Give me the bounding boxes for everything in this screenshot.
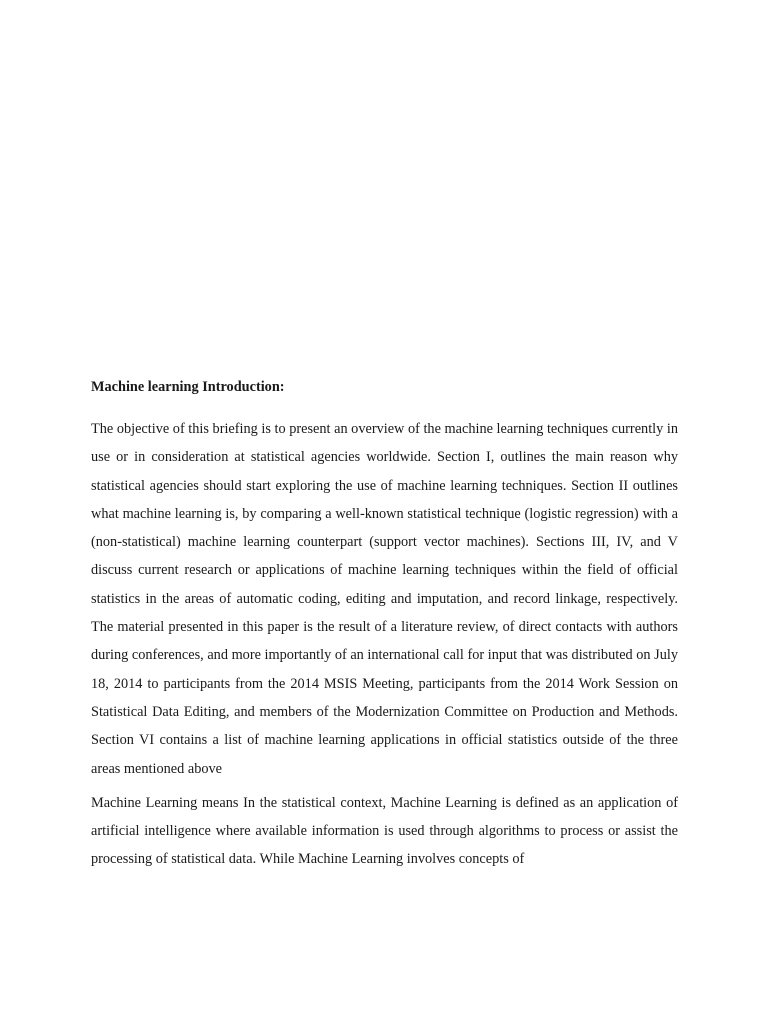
paragraph-definition: Machine Learning means In the statistical context, Machine Learning is defined as an application of artificial intelligence where available information is used through algorithms to process or assist the processing of statistical data. While Machine Learning involves concepts of [91,794,678,868]
section-heading: Machine learning Introduction: [91,379,285,395]
document-body [91,376,678,874]
paragraph-objective: The objective of this briefing is to present an overview of the machine learning techniques currently in use or in consideration at statistical agencies worldwide. Section I, outlines the main reason why statistical agencies should start exploring the use of machine learning techniques. Section II outlines what machine learning is, by comparing a well-known statistical technique (logistic regression) with a (non-statistical) machine learning counterpart (support vector machines). Sections III, IV, and V discuss current research or applications of machine learning techniques within the field of official statistics in the areas of automatic coding, editing and imputation, and record linkage, respectively. The material presented in this paper is the result of a literature review, of direct contacts with authors during conferences, and more importantly of an international call for input that was distributed on July 18, 2014 to participants from the 2014 MSIS Meeting, participants from the 2014 Work Session on Statistical Data Editing, and members of the Modernization Committee on Production and Methods. Section VI contains a list of machine learning applications in official statistics outside of the three areas mentioned above [91,421,678,777]
